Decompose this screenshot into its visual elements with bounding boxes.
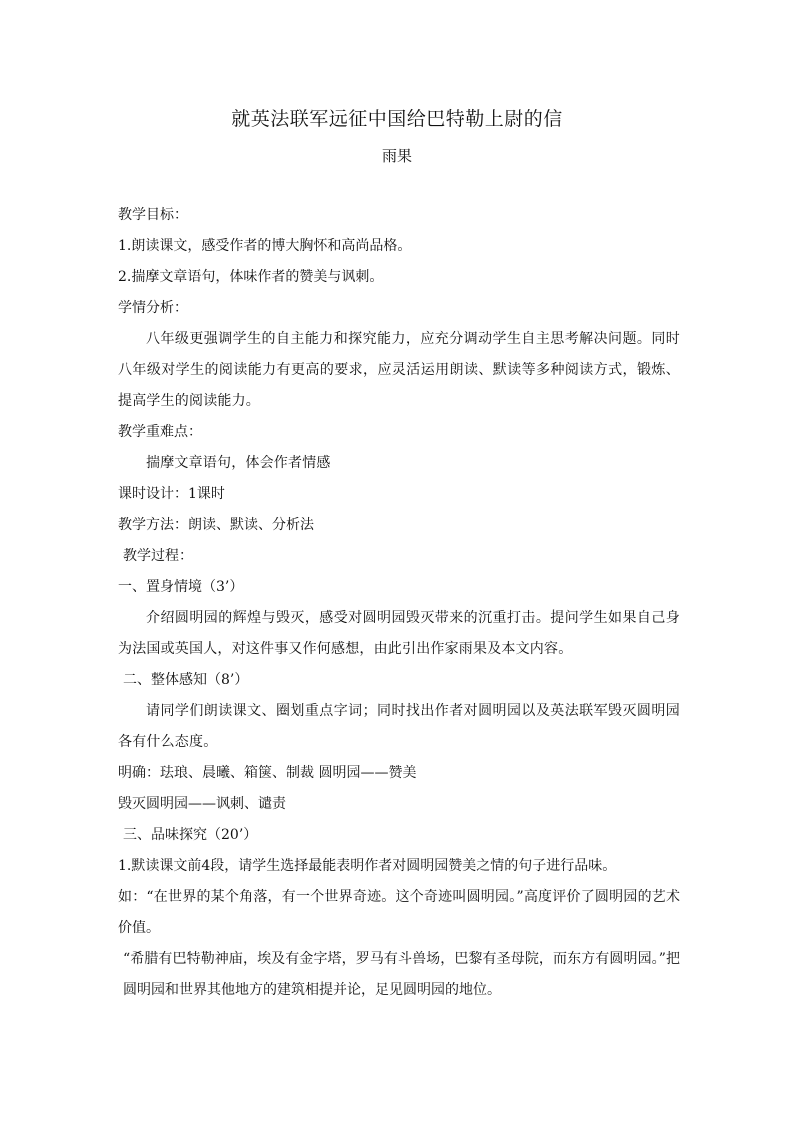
key-points-heading: 教学重难点： xyxy=(118,424,202,440)
step-2-paragraph: 请同学们朗读课文、圈划重点字词；同时找出作者对圆明园以及英法联军毁灭圆明园各有什么态度。 xyxy=(118,703,680,750)
objective-item: 2.揣摩文章语句，体味作者的赞美与讽刺。 xyxy=(118,269,384,285)
clarification-line: 明确：珐琅、晨曦、箱箧、制裁 圆明园——赞美 xyxy=(118,765,417,781)
step-1-heading: 一、置身情境（3’） xyxy=(118,579,244,595)
clarification-line: 毁灭圆明园——讽刺、谴责 xyxy=(118,796,286,812)
objectives-heading: 教学目标： xyxy=(118,207,188,223)
example-paragraph: 如：“在世界的某个角落，有一个世界奇迹。这个奇迹叫圆明园。”高度评价了圆明园的艺术价值。 xyxy=(118,889,680,936)
class-hours: 课时设计：1课时 xyxy=(118,486,225,502)
step-1-paragraph: 介绍圆明园的辉煌与毁灭，感受对圆明园毁灭带来的沉重打击。提问学生如果自己身为法国或英国人，对这件事又作何感想，由此引出作家雨果及本文内容。 xyxy=(118,610,680,657)
step-3-item: 1.默读课文前4段，请学生选择最能表明作者对圆明园赞美之情的句子进行品味。 xyxy=(118,858,617,874)
teaching-methods: 教学方法：朗读、默读、分析法 xyxy=(118,517,314,533)
process-heading: 教学过程： xyxy=(123,548,193,564)
step-2-heading: 二、整体感知（8’） xyxy=(123,672,249,688)
step-3-heading: 三、品味探究（20’） xyxy=(123,827,258,843)
document-body xyxy=(118,200,680,1006)
document-author: 雨果 xyxy=(381,147,412,165)
key-points-text: 揣摩文章语句，体会作者情感 xyxy=(146,455,331,471)
analysis-heading: 学情分析： xyxy=(118,300,188,316)
analysis-paragraph: 八年级更强调学生的自主能力和探究能力，应充分调动学生自主思考解决问题。同时八年级对学生的阅读能力有更高的要求，应灵活运用朗读、默读等多种阅读方式，锻炼、提高学生的阅读能力。 xyxy=(118,331,680,409)
example-paragraph: “希腊有巴特勒神庙，埃及有金字塔，罗马有斗兽场，巴黎有圣母院，而东方有圆明园。”把圆明园和世界其他地方的建筑相提并论，足见圆明园的地位。 xyxy=(123,951,680,998)
document-title: 就英法联军远征中国给巴特勒上尉的信 xyxy=(231,108,563,130)
objective-item: 1.朗读课文，感受作者的博大胸怀和高尚品格。 xyxy=(118,238,412,254)
